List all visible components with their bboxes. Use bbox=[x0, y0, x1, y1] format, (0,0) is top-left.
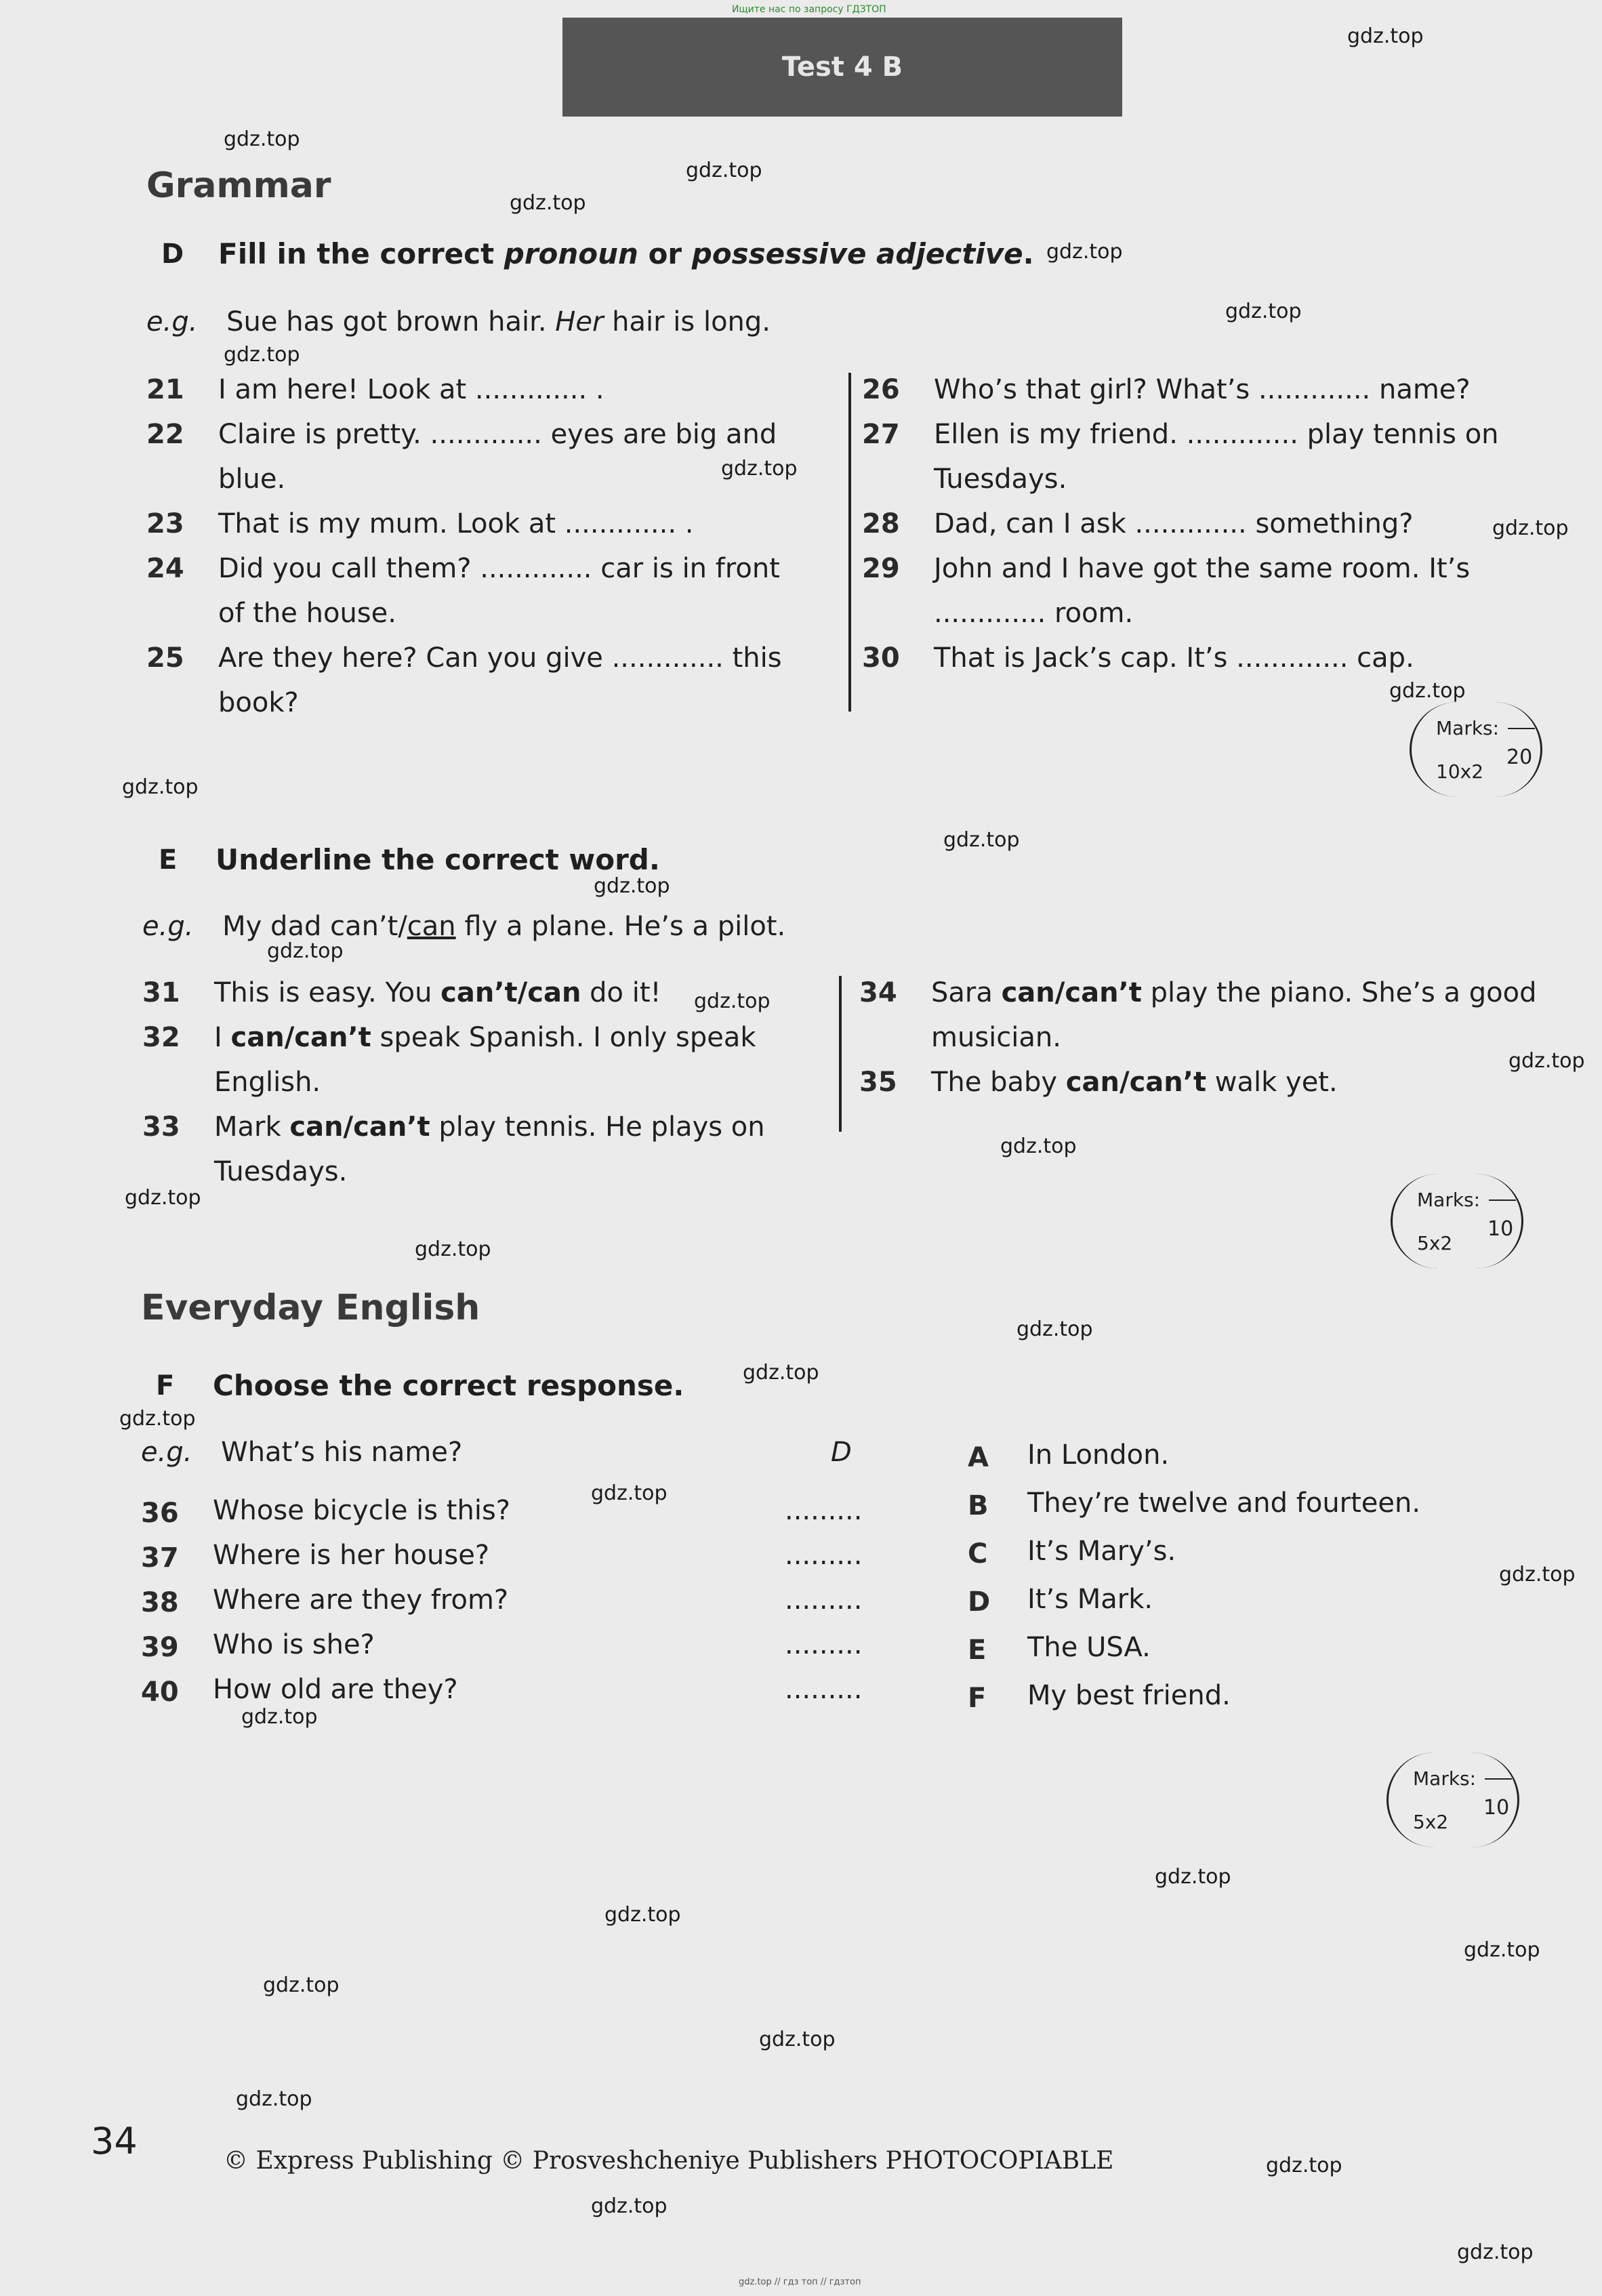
item-text bbox=[214, 970, 661, 1015]
watermark-text: gdz.top bbox=[241, 1705, 318, 1729]
item-number: 34 bbox=[859, 977, 897, 1008]
watermark-text: gdz.top bbox=[267, 939, 344, 963]
item-line: book? bbox=[218, 687, 299, 718]
item-fragment: Sara bbox=[931, 977, 1002, 1008]
item-text bbox=[214, 1015, 827, 1105]
option-row bbox=[968, 1673, 1510, 1721]
task-d-marks: Marks: 20 10x2 bbox=[1410, 702, 1542, 797]
item-fragment: do it! bbox=[581, 977, 661, 1008]
watermark-text: gdz.top bbox=[743, 1361, 819, 1385]
task-f-instruction: Choose the correct response. bbox=[213, 1369, 684, 1402]
task-d-left-column bbox=[146, 367, 824, 725]
item-text bbox=[934, 636, 1414, 680]
column-divider bbox=[839, 976, 842, 1132]
item-line bbox=[931, 1060, 1338, 1105]
watermark-text: gdz.top bbox=[686, 159, 762, 182]
item-text bbox=[218, 367, 604, 412]
task-d-letter: D bbox=[161, 239, 184, 270]
option-letter: C bbox=[968, 1538, 988, 1570]
item-line bbox=[214, 1015, 827, 1105]
item-line: John and I have got the same room. It’s bbox=[934, 553, 1471, 584]
exercise-item bbox=[862, 636, 1553, 680]
watermark-text: gdz.top bbox=[1016, 1317, 1093, 1341]
watermark-text: gdz.top bbox=[1225, 300, 1302, 323]
item-line: of the house. bbox=[218, 598, 396, 629]
task-e-instruction: Underline the correct word. bbox=[215, 843, 660, 876]
item-number: 23 bbox=[146, 508, 184, 539]
item-number: 29 bbox=[862, 553, 900, 584]
task-f-marks: Marks: 10 5x2 bbox=[1387, 1752, 1519, 1847]
option-text: The USA. bbox=[1027, 1632, 1151, 1663]
top-note: Ищите нас по запросу ГДЗТОП bbox=[732, 4, 886, 15]
answer-blank[interactable]: ......... bbox=[785, 1495, 863, 1526]
watermark-text: gdz.top bbox=[224, 127, 300, 151]
exercise-item bbox=[146, 367, 824, 412]
item-number: 25 bbox=[146, 642, 184, 674]
watermark-text: gdz.top bbox=[759, 2028, 836, 2051]
item-line: Tuesdays. bbox=[934, 464, 1067, 495]
task-f-options bbox=[968, 1433, 1510, 1721]
item-number: 28 bbox=[862, 508, 900, 539]
option-text: It’s Mary’s. bbox=[1027, 1536, 1176, 1567]
task-d-instruction: Fill in the correct pronoun or possessive adjective. bbox=[218, 237, 1034, 270]
item-line: I am here! Look at ............. . bbox=[218, 374, 604, 405]
item-line: Are they here? Can you give ............. this bbox=[218, 642, 782, 674]
watermark-text: gdz.top bbox=[1000, 1134, 1077, 1158]
marks-line bbox=[1489, 1200, 1516, 1201]
watermark-text: gdz.top bbox=[694, 989, 771, 1013]
item-text bbox=[218, 412, 777, 501]
watermark-text: gdz.top bbox=[943, 828, 1020, 852]
item-fragment: Mark bbox=[214, 1111, 290, 1143]
item-line: blue. bbox=[218, 464, 286, 495]
question-text: Who is she? bbox=[213, 1629, 375, 1660]
task-e-example: e.g. My dad can’t/can fly a plane. He’s a pilot. bbox=[142, 911, 786, 942]
answer-blank[interactable]: ......... bbox=[785, 1674, 863, 1705]
watermark-text: gdz.top bbox=[122, 775, 199, 799]
exercise-item bbox=[862, 412, 1553, 501]
item-number: 26 bbox=[862, 374, 900, 405]
item-line: ............. room. bbox=[934, 598, 1134, 629]
option-letter: D bbox=[968, 1586, 991, 1618]
question-number: 39 bbox=[141, 1632, 179, 1663]
item-line: That is Jack’s cap. It’s ............. cap. bbox=[934, 642, 1414, 674]
item-line: Tuesdays. bbox=[214, 1156, 348, 1187]
marks-line bbox=[1508, 728, 1535, 729]
item-fragment: play tennis. He plays on bbox=[430, 1111, 765, 1143]
exercise-item bbox=[859, 970, 1564, 1060]
choice-words[interactable]: can/can’t bbox=[230, 1022, 371, 1053]
item-text bbox=[218, 501, 693, 546]
item-text bbox=[931, 970, 1537, 1060]
task-f-letter: F bbox=[156, 1370, 175, 1401]
option-letter: A bbox=[968, 1442, 989, 1473]
item-text bbox=[934, 501, 1413, 546]
item-line: Who’s that girl? What’s ............. name? bbox=[934, 374, 1471, 405]
watermark-text: gdz.top bbox=[125, 1186, 201, 1210]
watermark-text: gdz.top bbox=[594, 874, 670, 898]
option-letter: E bbox=[968, 1635, 987, 1666]
copyright-footer: © Express Publishing © Prosveshcheniye Publishers PHOTOCOPIABLE bbox=[224, 2147, 1114, 2175]
option-text: My best friend. bbox=[1027, 1680, 1231, 1711]
exercise-item bbox=[859, 1060, 1564, 1105]
task-f-example-answer: D bbox=[831, 1437, 852, 1468]
watermark-text: gdz.top bbox=[1347, 24, 1424, 48]
watermark-text: gdz.top bbox=[263, 1973, 340, 1997]
item-line bbox=[931, 970, 1537, 1015]
exercise-item bbox=[862, 501, 1553, 546]
watermark-text: gdz.top bbox=[1464, 1938, 1540, 1962]
watermark-text: gdz.top bbox=[1492, 516, 1569, 540]
item-line: That is my mum. Look at ............. . bbox=[218, 508, 694, 539]
task-e-letter: E bbox=[159, 844, 178, 876]
option-row bbox=[968, 1529, 1510, 1577]
question-row bbox=[141, 1578, 886, 1622]
watermark-text: gdz.top bbox=[224, 343, 300, 367]
item-line: musician. bbox=[931, 1022, 1061, 1053]
test-title: Test 4 B bbox=[781, 52, 903, 83]
watermark-text: gdz.top bbox=[119, 1407, 196, 1431]
item-number: 30 bbox=[862, 642, 900, 674]
item-line bbox=[214, 970, 661, 1015]
task-d-right-column bbox=[862, 367, 1553, 680]
item-line: Dad, can I ask ............. something? bbox=[934, 508, 1414, 539]
item-fragment: play the piano. She’s a good bbox=[1141, 977, 1537, 1008]
item-number: 27 bbox=[862, 419, 900, 450]
watermark-text: gdz.top bbox=[604, 1903, 681, 1927]
task-e-right-column bbox=[859, 970, 1564, 1105]
item-number: 35 bbox=[859, 1067, 897, 1098]
item-line bbox=[214, 1105, 765, 1149]
bottom-note: gdz.top // гдз топ // гдзтоп bbox=[739, 2277, 861, 2287]
watermark-text: gdz.top bbox=[236, 2087, 312, 2111]
answer-blank[interactable]: ......... bbox=[785, 1584, 863, 1616]
question-number: 38 bbox=[141, 1587, 179, 1618]
watermark-text: gdz.top bbox=[1389, 679, 1466, 703]
item-text bbox=[218, 636, 782, 725]
item-line: Claire is pretty. ............. eyes are big and bbox=[218, 419, 777, 450]
option-letter: B bbox=[968, 1490, 989, 1521]
item-line: Did you call them? ............. car is in front bbox=[218, 553, 780, 584]
item-fragment: This is easy. You bbox=[214, 977, 441, 1008]
item-fragment: I bbox=[214, 1022, 231, 1053]
watermark-text: gdz.top bbox=[1266, 2154, 1342, 2177]
question-text: How old are they? bbox=[213, 1674, 458, 1705]
task-f-questions bbox=[141, 1488, 886, 1712]
item-fragment: walk yet. bbox=[1206, 1067, 1338, 1098]
exercise-item bbox=[862, 367, 1553, 412]
question-row bbox=[141, 1533, 886, 1578]
option-text: They’re twelve and fourteen. bbox=[1027, 1488, 1421, 1519]
item-text bbox=[934, 367, 1471, 412]
option-row bbox=[968, 1433, 1510, 1481]
grammar-title: Grammar bbox=[146, 165, 331, 206]
watermark-text: gdz.top bbox=[1046, 240, 1123, 264]
watermark-text: gdz.top bbox=[415, 1237, 491, 1261]
exercise-item bbox=[142, 1105, 827, 1194]
item-fragment: The baby bbox=[931, 1067, 1066, 1098]
question-row bbox=[141, 1622, 886, 1667]
question-number: 36 bbox=[141, 1498, 179, 1529]
choice-words[interactable]: can/can’t bbox=[1065, 1067, 1207, 1098]
task-d-example: e.g. Sue has got brown hair. Her hair is long. bbox=[146, 306, 771, 337]
task-e-marks: Marks: 10 5x2 bbox=[1391, 1174, 1523, 1269]
question-text: Where are they from? bbox=[213, 1584, 509, 1616]
item-number: 22 bbox=[146, 419, 184, 450]
exercise-item bbox=[146, 636, 824, 725]
test-header bbox=[562, 18, 1122, 117]
watermark-text: gdz.top bbox=[1499, 1563, 1576, 1586]
question-number: 40 bbox=[141, 1677, 179, 1708]
item-text bbox=[931, 1060, 1338, 1105]
task-f-example: e.g. What’s his name? bbox=[141, 1437, 463, 1468]
option-row bbox=[968, 1625, 1510, 1673]
watermark-text: gdz.top bbox=[591, 2194, 668, 2218]
watermark-text: gdz.top bbox=[1457, 2240, 1534, 2264]
choice-words[interactable]: can/can’t bbox=[1001, 977, 1142, 1008]
watermark-text: gdz.top bbox=[1508, 1049, 1585, 1073]
watermark-text: gdz.top bbox=[721, 457, 798, 480]
question-number: 37 bbox=[141, 1542, 179, 1574]
choice-words[interactable]: can’t/can bbox=[440, 977, 581, 1008]
exercise-item bbox=[862, 546, 1553, 636]
item-number: 24 bbox=[146, 553, 184, 584]
question-text: Whose bicycle is this? bbox=[213, 1495, 511, 1526]
question-text: Where is her house? bbox=[213, 1540, 490, 1571]
item-number: 33 bbox=[142, 1111, 180, 1143]
option-letter: F bbox=[968, 1683, 987, 1714]
item-fragment: speak Spanish. I only speak English. bbox=[214, 1022, 756, 1098]
item-text bbox=[218, 546, 780, 636]
exercise-item bbox=[146, 501, 824, 546]
watermark-text: gdz.top bbox=[1155, 1865, 1231, 1889]
marks-line bbox=[1485, 1778, 1512, 1780]
question-row bbox=[141, 1488, 886, 1533]
exercise-item bbox=[142, 1015, 827, 1105]
option-text: In London. bbox=[1027, 1439, 1170, 1471]
exercise-item bbox=[146, 546, 824, 636]
choice-words[interactable]: can/can’t bbox=[289, 1111, 430, 1143]
option-row bbox=[968, 1577, 1510, 1625]
item-line: Ellen is my friend. ............. play tennis on bbox=[934, 419, 1499, 450]
item-number: 21 bbox=[146, 374, 184, 405]
item-text bbox=[214, 1105, 765, 1194]
option-text: It’s Mark. bbox=[1027, 1584, 1153, 1615]
watermark-text: gdz.top bbox=[591, 1481, 668, 1505]
item-number: 32 bbox=[142, 1022, 180, 1053]
column-divider bbox=[848, 373, 851, 712]
option-row bbox=[968, 1481, 1510, 1529]
item-text bbox=[934, 546, 1470, 636]
watermark-text: gdz.top bbox=[510, 191, 586, 215]
answer-blank[interactable]: ......... bbox=[785, 1540, 863, 1571]
page-number: 34 bbox=[91, 2120, 138, 2162]
item-number: 31 bbox=[142, 977, 180, 1008]
everyday-english-title: Everyday English bbox=[141, 1288, 480, 1328]
answer-blank[interactable]: ......... bbox=[785, 1629, 863, 1660]
item-text bbox=[934, 412, 1499, 501]
